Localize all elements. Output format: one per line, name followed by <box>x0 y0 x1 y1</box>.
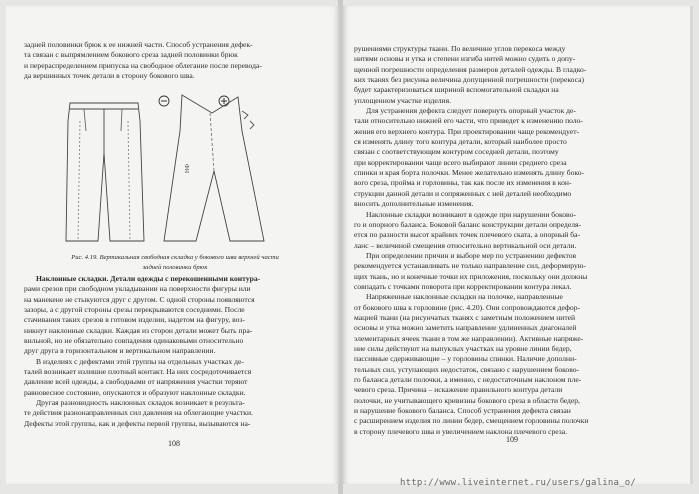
text-line: и нарушение бокового баланса. Способ устранения дефекта связан <box>354 406 571 416</box>
figure-caption <box>40 253 310 272</box>
text-line: задней половинки брюк к ее нижней части. Способ устранения дефек- <box>24 40 253 49</box>
text-line: друг друга в горизонтальном и вертикальном направлении. <box>24 346 216 356</box>
left-page <box>6 6 340 484</box>
text-line: Дефекты этой группы, как и дефекты первой группы, вызываются на- <box>24 418 251 428</box>
text-line: талей возникает излишне плотный контакт. На них сосредоточивается <box>24 367 252 377</box>
text-line: рекомендуется устанавливать не только направление сил, деформирую- <box>354 261 586 271</box>
text-line: ся изменять длину того контура детали, который наиболее просто <box>354 137 567 147</box>
text-line: при корректировании чаще всего выбирают линии среднего среза <box>354 157 567 167</box>
caption-line: Рис. 4.19. Вертикальная свободная складка у бокового шва верхней части <box>71 254 279 261</box>
text-line: го баланса детали полочки, а именно, с недостаточным наклоном пле- <box>354 375 582 384</box>
text-line: пассивные сдерживающие – у горловины спинки. Наличие дополни- <box>354 354 577 364</box>
text-line: чевого среза. Причина – искажение правильного контура детали <box>354 385 563 395</box>
text-line: спинки и края борта полочки. Менее желательно изменять длину боко- <box>354 168 585 178</box>
text-line: Для устранения дефекта следует повернуть опорный участок де- <box>366 106 576 116</box>
symbol-minus-icon <box>159 96 169 106</box>
text-line: совпадать с точками поворота при корректировании контура лекал. <box>354 281 572 291</box>
text-line: никнут наклонные складки. Каждая из сторон детали может быть пра- <box>24 325 253 335</box>
text-line: связан с соответствующим контуром соседней детали, поэтому <box>354 147 559 157</box>
figure-mark: НФ <box>185 163 191 173</box>
page-number-left: 108 <box>168 439 180 448</box>
trouser-pattern-piece <box>164 95 264 241</box>
text-line: на манекене не стыкуются друг с другом. С одной стороны появляются <box>24 294 255 304</box>
text-line: струкции данной детали и сопряженных с ней деталей необходимо <box>354 188 572 198</box>
text-line: щих ткань, но и конечные точки их приложения, поскольку они должны <box>354 271 588 281</box>
text-line: вого среза, пройма и горловины, так как после их изменения в кон- <box>354 178 572 188</box>
section-heading-line: Наклонные складки. Детали одежды с перекошенными контура- <box>36 274 261 283</box>
text-line: вносить дополнительные изменения. <box>354 199 474 209</box>
trouser-front-view <box>66 103 144 241</box>
text-line: ких тканях без рисунка величина допущенной погрешности (перекоса) <box>354 75 585 85</box>
text-line: Напряженные наклонные складки на полочке, направленные <box>366 292 563 302</box>
text-line: мацией ткани (на рисунчатых тканях с заметным положением нитей <box>354 312 576 322</box>
text-line: от бокового шва к горловине (рис. 4.20). Они сопровождаются дефор- <box>354 302 581 312</box>
text-line: щенной погрешности определения размеров деталей одежды. В гладко- <box>354 64 587 74</box>
text-line: и перераспределением припуска на свободное облегание после перевода- <box>24 60 262 70</box>
right-page <box>342 6 693 484</box>
caption-line: задней половинки брюк <box>142 263 208 271</box>
text-line: ланс – величиной смещения относительно вертикальной оси детали. <box>354 240 577 250</box>
text-line: жения его верхнего контура. При проектировании чаще рекомендует- <box>354 126 580 136</box>
text-line: тали относительно нижней его части, что приведет к изменению поло- <box>354 116 583 126</box>
left-top-paragraph <box>24 40 324 81</box>
text-line: те действия разнонаправленных сил давления на облегающие участки. <box>24 408 253 418</box>
text-line: та связан с выпрямлением бокового среза задней половинки брюк <box>24 50 238 60</box>
page-number-right: 109 <box>506 435 518 444</box>
text-line: Другая разновидность наклонных складок возникает в результа- <box>36 398 245 408</box>
text-line: да вершинных точек детали в сторону бокового шва. <box>24 71 195 81</box>
text-line: вильной, но не обязательно совпадения одинаковыми относительно <box>24 336 244 346</box>
right-paragraphs <box>354 44 680 437</box>
text-line: давление всей одежды, а свободными от напряжения участки теряют <box>24 377 248 387</box>
text-line: го и опорного баланса. Боковой баланс конструкции детали определя- <box>354 219 582 229</box>
text-line: основы и утка можно заметить направление удлиненных диагоналей <box>354 323 577 333</box>
text-line: элементарных ячеек ткани в том же направлении). Активные напряже- <box>354 333 584 343</box>
page-edge <box>690 6 693 484</box>
text-line: в сторону плечевого шва и увеличением наклона плечевого среза. <box>354 426 568 436</box>
text-line: ние силы действуют на выпуклых участках на уровне линии бедер, <box>354 343 572 353</box>
source-watermark: http://www.liveinternet.ru/users/galina_o/ <box>400 478 636 488</box>
text-line: равновесное состояние, опускаются и образуют наклонные складки. <box>24 387 246 397</box>
text-line: тельных сил, уступающих недостаток, связано с нарушением боково- <box>354 364 580 374</box>
text-line: При определении причин и выборе мер по устранению дефектов <box>366 250 577 260</box>
trouser-drawing-svg <box>64 91 294 249</box>
text-line: зазоры, а с другой стороны срезы перекрываются соседними. После <box>24 305 245 315</box>
text-line: полочки, не учитывающего кривизны бокового среза в области бедер, <box>354 395 580 405</box>
text-line: рами срезов при свободном укладывании на поверхности фигуры или <box>24 284 251 294</box>
symbol-plus-icon <box>219 96 229 106</box>
text-line: будет характеризоваться шириной вспомогательной складки на <box>354 85 559 95</box>
text-line: Наклонные складки возникают в одежде при нарушении боково- <box>366 209 576 219</box>
text-line: ется по разности высот крайних точек плечевого ската, а опорный ба- <box>354 230 580 240</box>
text-line: уплощенном участке изделия. <box>354 95 451 105</box>
text-line: рушениями структуры ткани. По величине углов перекоса между <box>354 44 566 53</box>
text-line: В изделиях с дефектами этой группы на отдельных участках де- <box>36 356 244 366</box>
trouser-pattern-figure <box>64 91 294 249</box>
text-line: нитями основы и утка и степени изгиба нитей можно судить о допу- <box>354 54 576 64</box>
text-line: с расширением изделия по линии бедер, смещением горловины полочки <box>354 416 589 426</box>
left-bottom-paragraph <box>24 274 324 429</box>
text-line: стачивания таких срезов в готовом изделии, надетом на фигуру, воз- <box>24 315 245 325</box>
